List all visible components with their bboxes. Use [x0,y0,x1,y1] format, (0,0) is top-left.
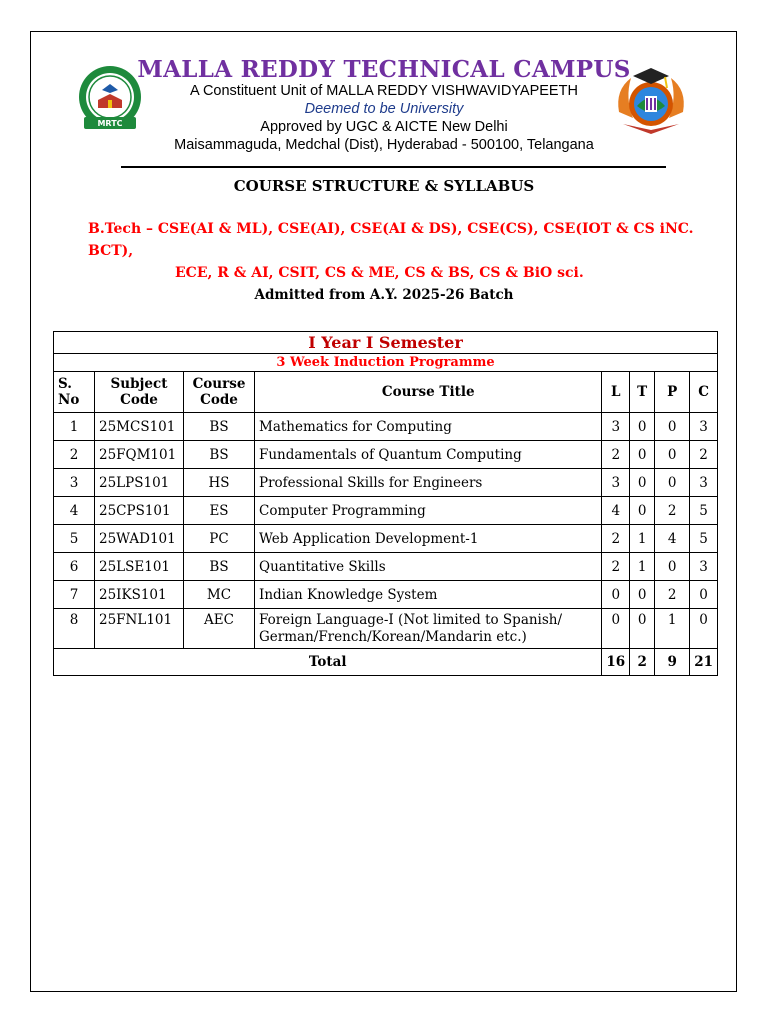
column-header-p: P [655,372,690,413]
total-l: 16 [602,649,630,676]
cell-p: 1 [655,609,690,649]
header-divider [121,166,666,168]
table-row [54,581,718,609]
total-p: 9 [655,649,690,676]
cell-c: 0 [690,581,718,609]
column-header-sno: S. No [54,372,95,413]
address-line: Maisammaguda, Medchal (Dist), Hyderabad - 500100, Telangana [174,137,594,153]
programme-line-1: B.Tech – CSE(AI & ML), CSE(AI), CSE(AI & DS), CSE(CS), CSE(IOT & CS iNC. BCT), [88,221,694,259]
cell-subject-code: 25CPS101 [95,497,184,525]
cell-p: 4 [655,525,690,553]
programme-list [88,218,728,284]
course-table [53,331,718,676]
cell-t: 0 [630,413,655,441]
cell-t: 0 [630,581,655,609]
cell-sno: 6 [54,553,95,581]
cell-subject-code: 25MCS101 [95,413,184,441]
cell-course-code: BS [184,413,255,441]
table-row [54,525,718,553]
cell-course-title: Fundamentals of Quantum Computing [255,441,602,469]
cell-t: 0 [630,441,655,469]
induction-programme: 3 Week Induction Programme [54,354,718,372]
cell-course-title: Quantitative Skills [255,553,602,581]
cell-p: 0 [655,553,690,581]
cell-t: 1 [630,553,655,581]
cell-p: 0 [655,469,690,497]
campus-name: MALLA REDDY TECHNICAL CAMPUS [137,56,631,83]
column-header-course-title: Course Title [255,372,602,413]
semester-heading: I Year I Semester [54,332,718,354]
cell-p: 0 [655,413,690,441]
cell-course-code: ES [184,497,255,525]
cell-subject-code: 25FQM101 [95,441,184,469]
cell-sno: 7 [54,581,95,609]
cell-subject-code: 25IKS101 [95,581,184,609]
cell-course-code: HS [184,469,255,497]
cell-l: 3 [602,413,630,441]
total-t: 2 [630,649,655,676]
cell-l: 2 [602,553,630,581]
cell-c: 3 [690,553,718,581]
column-header-row [54,372,718,413]
table-row [54,553,718,581]
cell-subject-code: 25WAD101 [95,525,184,553]
column-header-t: T [630,372,655,413]
cell-p: 0 [655,441,690,469]
table-row [54,497,718,525]
cell-c: 5 [690,525,718,553]
cell-sno: 4 [54,497,95,525]
deemed-university-line: Deemed to be University [304,101,464,117]
column-header-l: L [602,372,630,413]
cell-t: 0 [630,469,655,497]
cell-l: 0 [602,581,630,609]
cell-course-code: PC [184,525,255,553]
cell-subject-code: 25LPS101 [95,469,184,497]
document-title: COURSE STRUCTURE & SYLLABUS [233,177,535,195]
column-header-c: C [690,372,718,413]
cell-c: 3 [690,469,718,497]
cell-l: 3 [602,469,630,497]
cell-course-title: Indian Knowledge System [255,581,602,609]
cell-course-title: Professional Skills for Engineers [255,469,602,497]
total-c: 21 [690,649,718,676]
cell-course-code: BS [184,553,255,581]
cell-course-title: Web Application Development-1 [255,525,602,553]
cell-l: 2 [602,441,630,469]
cell-course-code: MC [184,581,255,609]
cell-l: 4 [602,497,630,525]
cell-subject-code: 25LSE101 [95,553,184,581]
cell-sno: 1 [54,413,95,441]
cell-c: 0 [690,609,718,649]
cell-course-title: Foreign Language-I (Not limited to Spanish/ German/French/Korean/Mandarin etc.) [255,609,602,649]
constituent-unit-line: A Constituent Unit of MALLA REDDY VISHWAVIDYAPEETH [190,83,578,99]
cell-t: 0 [630,497,655,525]
cell-l: 2 [602,525,630,553]
cell-course-code: BS [184,441,255,469]
cell-t: 0 [630,609,655,649]
programme-line-2: ECE, R & AI, CSIT, CS & ME, CS & BS, CS & BiO sci. [175,265,584,281]
cell-sno: 8 [54,609,95,649]
cell-c: 3 [690,413,718,441]
cell-c: 5 [690,497,718,525]
cell-subject-code: 25FNL101 [95,609,184,649]
cell-course-title: Mathematics for Computing [255,413,602,441]
cell-sno: 2 [54,441,95,469]
total-row [54,649,718,676]
cell-course-code: AEC [184,609,255,649]
cell-p: 2 [655,497,690,525]
column-header-course-code: Course Code [184,372,255,413]
cell-c: 2 [690,441,718,469]
table-row [54,469,718,497]
cell-course-title: Computer Programming [255,497,602,525]
column-header-subject-code: Subject Code [95,372,184,413]
table-row [54,441,718,469]
cell-sno: 5 [54,525,95,553]
cell-sno: 3 [54,469,95,497]
approval-line: Approved by UGC & AICTE New Delhi [260,119,508,135]
table-row [54,413,718,441]
left-logo-text: MRTC [97,119,123,128]
cell-p: 2 [655,581,690,609]
cell-l: 0 [602,609,630,649]
total-label: Total [54,649,602,676]
cell-t: 1 [630,525,655,553]
table-row [54,609,718,649]
batch-line: Admitted from A.Y. 2025-26 Batch [254,287,514,303]
